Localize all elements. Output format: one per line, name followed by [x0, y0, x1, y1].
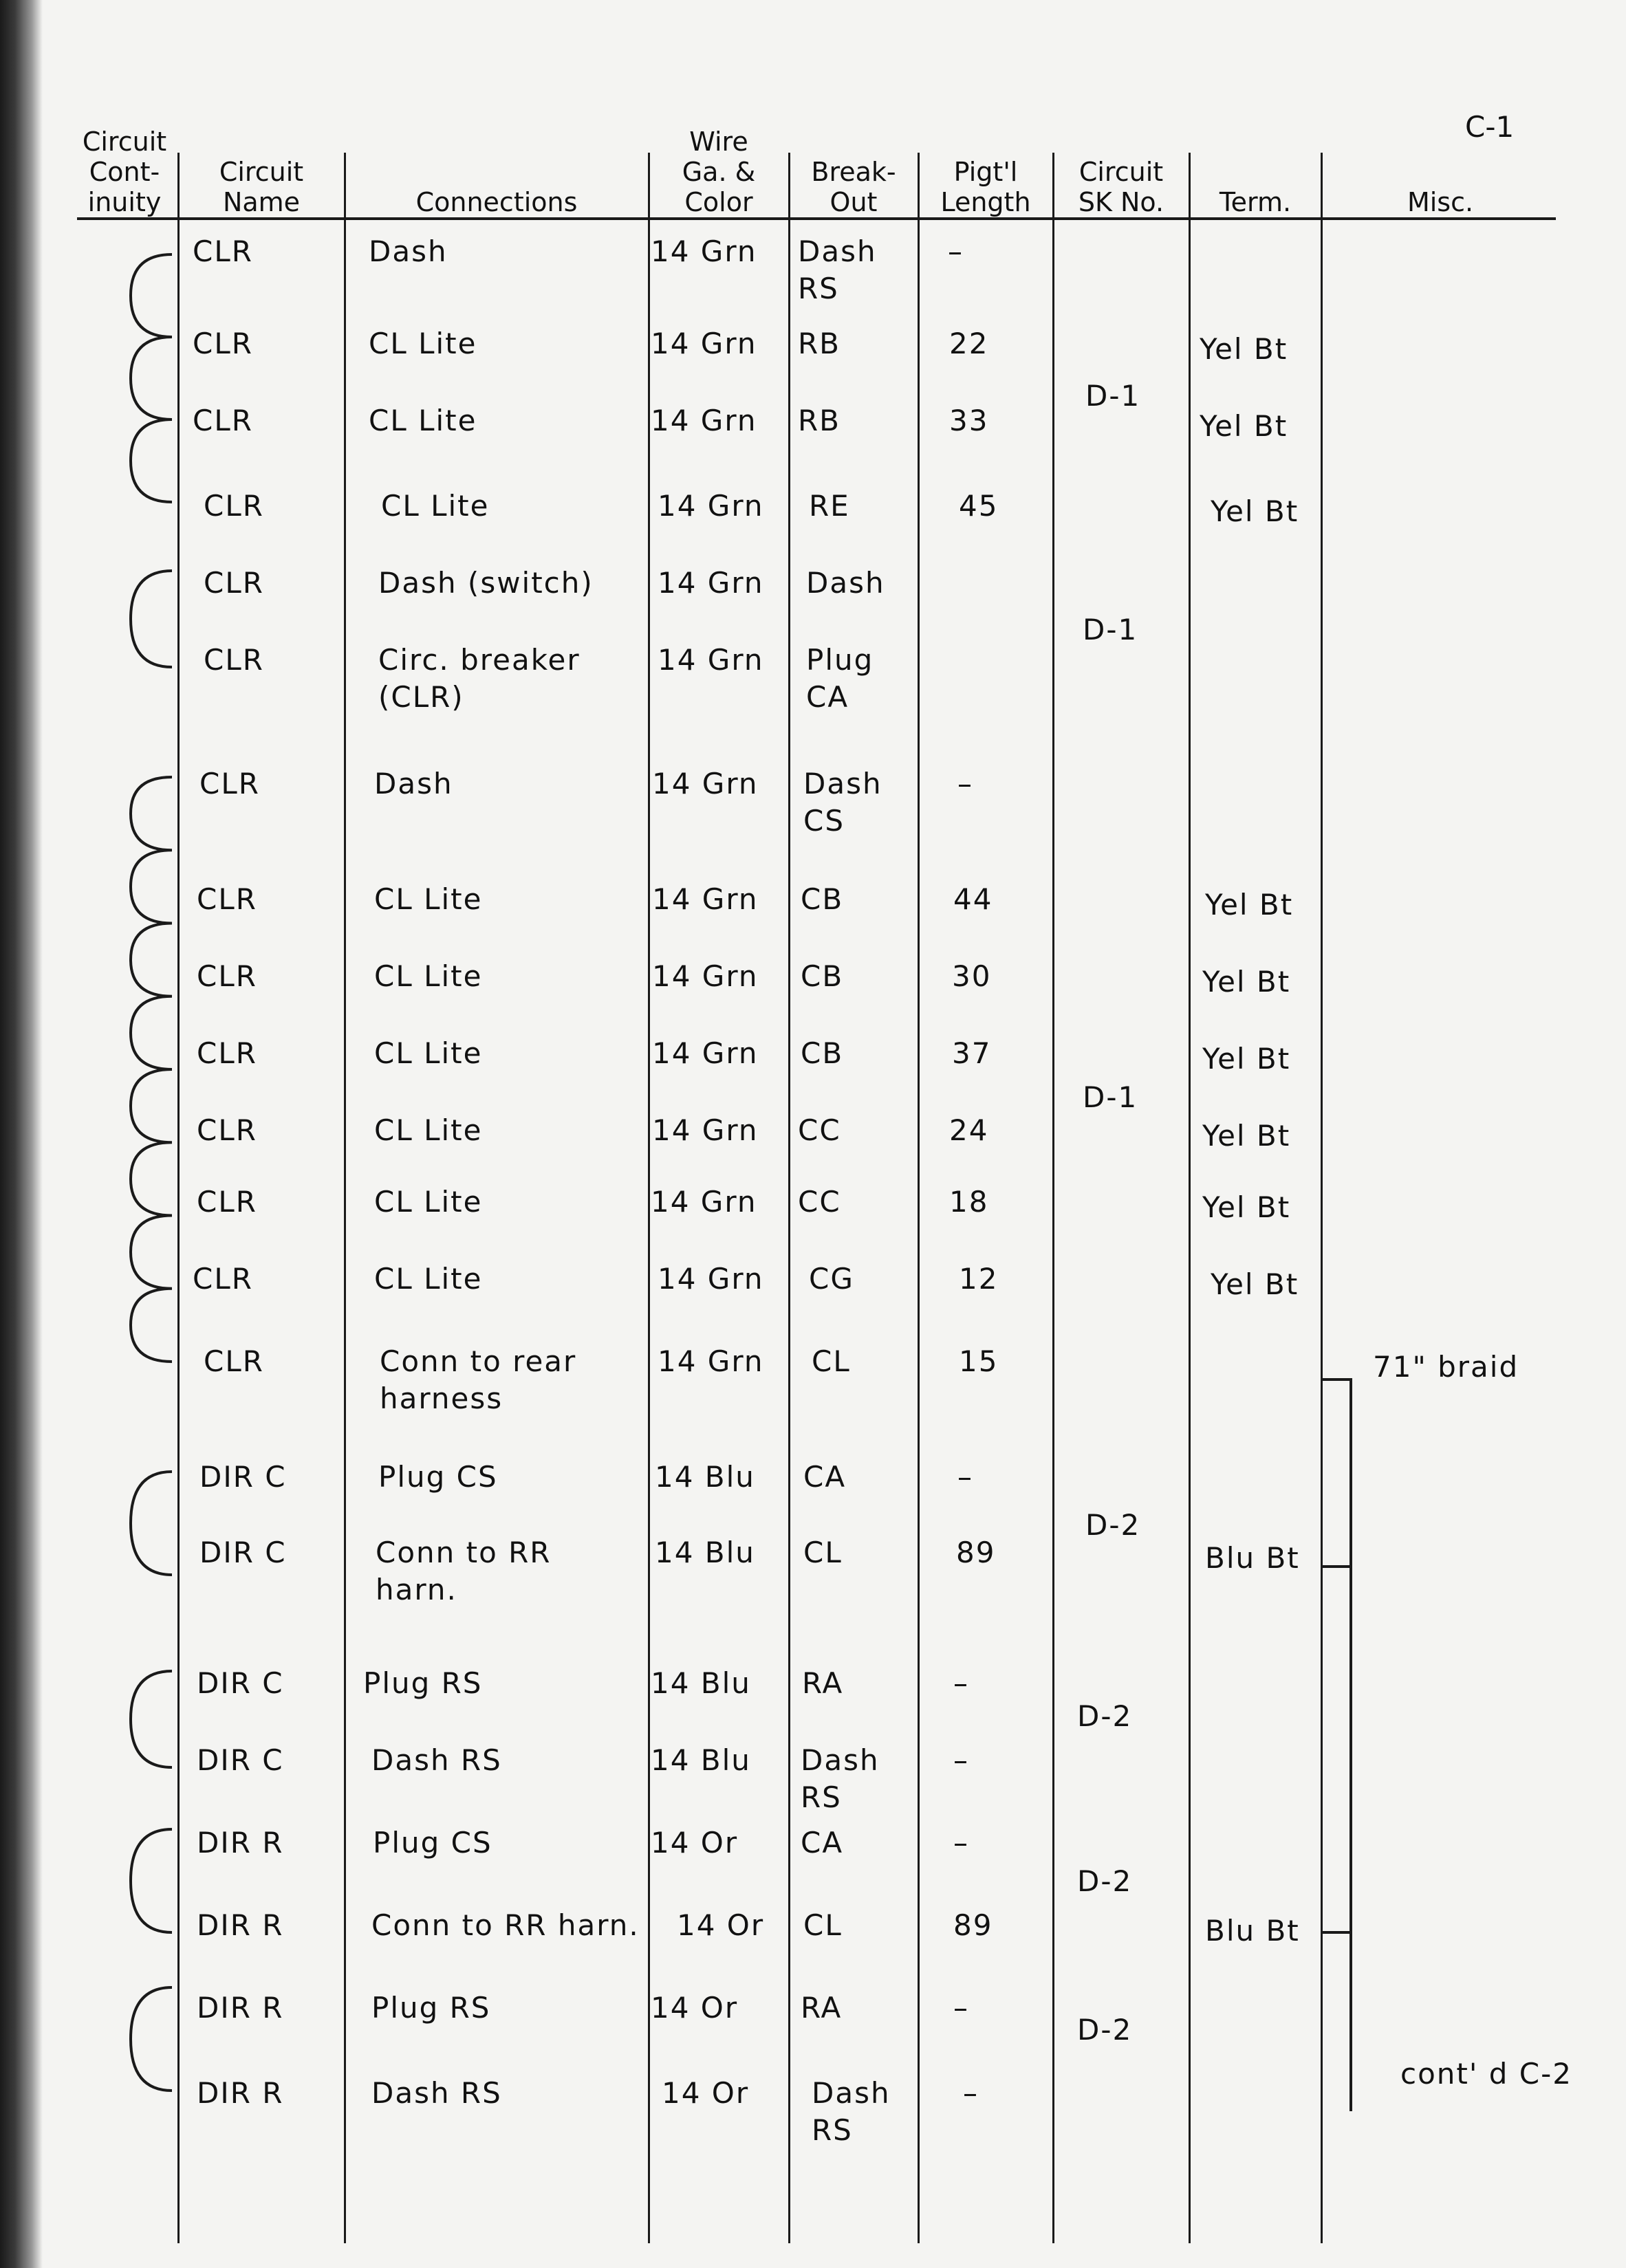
wire-gauge-color: 14 Grn: [658, 566, 764, 600]
circuit-name: CLR: [197, 882, 257, 916]
sk-number: D-2: [1085, 1508, 1141, 1542]
circuit-name: DIR C: [199, 1460, 287, 1494]
header-name: [180, 157, 343, 217]
wire-gauge-color: 14 Grn: [652, 882, 759, 916]
pigtail-length: –: [953, 1666, 969, 1700]
connection: CL Lite: [381, 489, 490, 523]
terminal: Yel Bt: [1202, 1042, 1291, 1076]
pigtail-length: –: [948, 235, 964, 268]
connection: Plug RS: [363, 1666, 483, 1700]
circuit-name: CLR: [193, 235, 253, 268]
pigtail-length: –: [953, 1826, 969, 1860]
breakout: CL: [803, 1908, 843, 1942]
header-line: SK No.: [1078, 187, 1164, 217]
wire-gauge-color: 14 Blu: [651, 1666, 751, 1700]
misc-continued-note: cont' d C-2: [1400, 2057, 1572, 2091]
breakout: CA: [801, 1826, 844, 1860]
continuity-brace: [131, 571, 172, 667]
breakout: Dash: [801, 1743, 880, 1777]
header-line: Break-: [811, 157, 896, 187]
col-line-5: [918, 153, 920, 2243]
breakout: CL: [803, 1536, 843, 1569]
circuit-name: CLR: [197, 1036, 257, 1070]
circuit-name: DIR R: [197, 1908, 284, 1942]
connection: Plug RS: [371, 1991, 491, 2025]
connection: Conn to RR harn.: [371, 1908, 640, 1942]
header-line: Length: [940, 187, 1031, 217]
pigtail-length: 89: [956, 1536, 996, 1569]
circuit-name: DIR C: [197, 1743, 284, 1777]
continuity-brace: [131, 254, 172, 502]
breakout: Plug: [806, 643, 874, 677]
misc-braid-note: 71" braid: [1373, 1350, 1519, 1384]
breakout: CS: [803, 804, 845, 838]
pigtail-length: 12: [959, 1262, 999, 1296]
terminal: Yel Bt: [1211, 494, 1299, 528]
header-line: Pigt'l: [953, 157, 1018, 187]
breakout: CG: [809, 1262, 854, 1296]
breakout: RS: [798, 272, 839, 305]
pigtail-length: –: [953, 1743, 969, 1777]
header-line: Wire: [689, 127, 748, 157]
pigtail-length: –: [957, 1460, 973, 1494]
wire-gauge-color: 14 Grn: [651, 327, 757, 360]
header-line: Circuit: [82, 127, 167, 157]
wire-gauge-color: 14 Grn: [652, 767, 759, 800]
pigtail-length: 89: [953, 1908, 993, 1942]
circuit-name: DIR R: [197, 2076, 284, 2110]
breakout: RA: [801, 1991, 843, 2025]
wire-gauge-color: 14 Grn: [652, 1113, 759, 1147]
continuity-brace: [131, 1829, 172, 1932]
pigtail-length: 30: [952, 959, 992, 993]
connection: harn.: [376, 1573, 457, 1606]
circuit-name: CLR: [204, 489, 264, 523]
col-line-3: [648, 153, 650, 2243]
header-line: Term.: [1219, 187, 1292, 217]
circuit-name: CLR: [197, 1185, 257, 1219]
header-line: Out: [830, 187, 878, 217]
circuit-name: DIR R: [197, 1991, 284, 2025]
breakout: RE: [809, 489, 850, 523]
header-line: Misc.: [1407, 187, 1474, 217]
continuity-braces: [103, 227, 179, 2152]
circuit-name: CLR: [197, 959, 257, 993]
connection: CL Lite: [369, 404, 477, 437]
sk-number: D-2: [1077, 1864, 1133, 1898]
header-line: Circuit: [1078, 157, 1164, 187]
breakout: Dash: [798, 235, 877, 268]
col-line-4: [788, 153, 790, 2243]
col-line-6: [1052, 153, 1054, 2243]
header-line: inuity: [87, 187, 162, 217]
breakout: RS: [801, 1780, 842, 1814]
breakout: CC: [798, 1113, 841, 1147]
breakout: CC: [798, 1185, 841, 1219]
wire-gauge-color: 14 Blu: [655, 1460, 755, 1494]
connection: Dash RS: [371, 2076, 502, 2110]
connection: Circ. breaker: [378, 643, 581, 677]
header-line: Connections: [415, 187, 578, 217]
wire-gauge-color: 14 Grn: [658, 1344, 764, 1378]
col-line-7: [1189, 153, 1191, 2243]
wire-gauge-color: 14 Grn: [652, 959, 759, 993]
connection: CL Lite: [374, 1185, 483, 1219]
pigtail-length: 37: [952, 1036, 992, 1070]
connection: Conn to rear: [380, 1344, 577, 1378]
continuity-brace: [131, 1472, 172, 1575]
pigtail-length: 44: [953, 882, 993, 916]
connection: CL Lite: [374, 882, 483, 916]
header-line: Ga. &: [682, 157, 756, 187]
wire-gauge-color: 14 Grn: [658, 1262, 764, 1296]
continuity-brace: [131, 777, 172, 1362]
connection: CL Lite: [374, 1036, 483, 1070]
breakout: CA: [806, 680, 849, 714]
breakout: RA: [802, 1666, 844, 1700]
terminal: Yel Bt: [1202, 1190, 1291, 1224]
connection: CL Lite: [374, 959, 483, 993]
connection: CL Lite: [374, 1262, 483, 1296]
breakout: RS: [812, 2113, 853, 2147]
circuit-name: CLR: [204, 643, 264, 677]
connection: Plug CS: [378, 1460, 498, 1494]
terminal: Yel Bt: [1211, 1267, 1299, 1301]
header-continuity: [73, 127, 176, 217]
terminal: Yel Bt: [1200, 332, 1288, 366]
pigtail-length: 33: [949, 404, 989, 437]
wire-gauge-color: 14 Grn: [652, 1036, 759, 1070]
wire-gauge-color: 14 Grn: [658, 643, 764, 677]
header-rule: [77, 217, 1556, 220]
wire-gauge-color: 14 Or: [651, 1991, 739, 2025]
connection: CL Lite: [369, 327, 477, 360]
sk-number: D-1: [1083, 613, 1138, 646]
header-term: [1191, 187, 1319, 217]
header-breakout: [791, 157, 916, 217]
sk-number: D-1: [1085, 379, 1141, 413]
breakout: CL: [812, 1344, 851, 1378]
header-line: Name: [222, 187, 301, 217]
terminal: Yel Bt: [1205, 888, 1294, 922]
header-line: Circuit: [219, 157, 304, 187]
connection: CL Lite: [374, 1113, 483, 1147]
header-misc: [1323, 187, 1557, 217]
terminal: Blu Bt: [1205, 1541, 1300, 1575]
terminal: Blu Bt: [1205, 1914, 1300, 1948]
continuity-brace: [131, 1987, 172, 2091]
circuit-name: DIR C: [199, 1536, 287, 1569]
header-line: Color: [684, 187, 753, 217]
sk-number: D-2: [1077, 1699, 1133, 1733]
header-pigtail: [920, 157, 1051, 217]
col-line-2: [344, 153, 346, 2243]
pigtail-length: –: [957, 767, 973, 800]
circuit-name: CLR: [204, 566, 264, 600]
terminal: Yel Bt: [1202, 965, 1291, 999]
header-connections: [347, 187, 647, 217]
pigtail-length: –: [953, 1991, 969, 2025]
binding-shadow: [0, 0, 43, 2268]
breakout: Dash: [803, 767, 882, 800]
breakout: Dash: [806, 566, 885, 600]
circuit-name: CLR: [193, 1262, 253, 1296]
connection: Conn to RR: [376, 1536, 552, 1569]
wire-gauge-color: 14 Grn: [658, 489, 764, 523]
connection: Plug CS: [373, 1826, 492, 1860]
wire-gauge-color: 14 Grn: [651, 235, 757, 268]
circuit-name: CLR: [193, 404, 253, 437]
circuit-name: CLR: [199, 767, 260, 800]
sk-number: D-1: [1083, 1080, 1138, 1114]
wire-gauge-color: 14 Or: [677, 1908, 765, 1942]
circuit-name: CLR: [197, 1113, 257, 1147]
breakout: CB: [801, 882, 844, 916]
wire-gauge-color: 14 Blu: [651, 1743, 751, 1777]
pigtail-length: 15: [959, 1344, 999, 1378]
header-line: Cont-: [89, 157, 160, 187]
pigtail-length: 18: [949, 1185, 989, 1219]
circuit-name: CLR: [204, 1344, 264, 1378]
wire-gauge-color: 14 Grn: [651, 404, 757, 437]
breakout: Dash: [812, 2076, 891, 2110]
circuit-name: DIR R: [197, 1826, 284, 1860]
pigtail-length: 24: [949, 1113, 989, 1147]
wire-gauge-color: 14 Blu: [655, 1536, 755, 1569]
breakout: RB: [798, 404, 841, 437]
breakout: CB: [801, 959, 844, 993]
breakout: CB: [801, 1036, 844, 1070]
pigtail-length: 45: [959, 489, 999, 523]
wire-gauge-color: 14 Grn: [651, 1185, 757, 1219]
braid-bracket: [1321, 1362, 1362, 2118]
connection: Dash RS: [371, 1743, 502, 1777]
sk-number: D-2: [1077, 2013, 1133, 2047]
breakout: CA: [803, 1460, 847, 1494]
terminal: Yel Bt: [1200, 409, 1288, 443]
header-sk: [1055, 157, 1187, 217]
connection: Dash: [374, 767, 453, 800]
continuity-brace: [131, 1671, 172, 1767]
connection: (CLR): [378, 680, 464, 714]
page-number: C-1: [1465, 110, 1515, 144]
breakout: RB: [798, 327, 841, 360]
connection: Dash (switch): [378, 566, 594, 600]
pigtail-length: 22: [949, 327, 989, 360]
terminal: Yel Bt: [1202, 1119, 1291, 1153]
wire-gauge-color: 14 Or: [662, 2076, 750, 2110]
connection: harness: [380, 1382, 503, 1415]
pigtail-length: –: [963, 2076, 979, 2110]
connection: Dash: [369, 235, 448, 268]
wire-gauge-color: 14 Or: [651, 1826, 739, 1860]
circuit-name: DIR C: [197, 1666, 284, 1700]
header-wire: [651, 127, 787, 217]
circuit-name: CLR: [193, 327, 253, 360]
